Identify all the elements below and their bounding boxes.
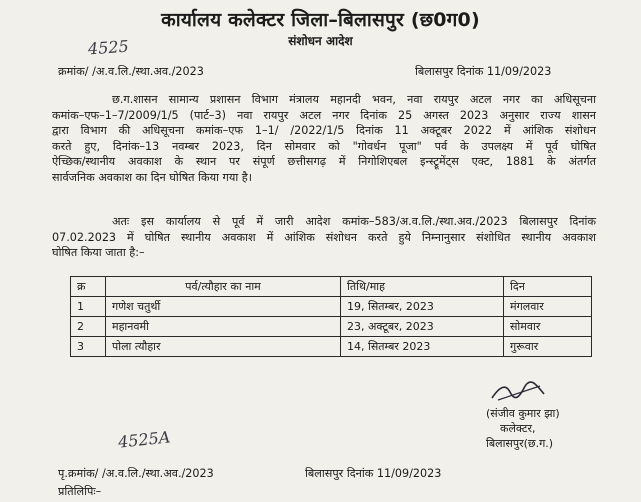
table-cell: गुरूवार xyxy=(504,337,592,357)
para2-line: 07.02.2023 में घोषित स्थानीय अवकाश में आंशिक संशोधन करते हुये निम्नानुसार संशोधित स्थानीय अवकाश xyxy=(52,230,596,244)
column-header-serial: क्र xyxy=(71,277,106,297)
table-cell: पोला त्यौहार xyxy=(106,337,341,357)
column-header-day: दिन xyxy=(504,277,592,297)
copy-to-label: प्रतिलिपिः– xyxy=(58,485,102,498)
holiday-table xyxy=(70,276,592,357)
table-cell: सोमवार xyxy=(504,317,592,337)
signatory-name: (संजीव कुमार झा) xyxy=(486,407,560,420)
table-cell: 14, सितम्बर 2023 xyxy=(341,337,504,357)
table-row xyxy=(71,297,592,317)
para1-line: कमांक–एफ–1–7/2009/1/5 (पार्ट–3) नवा रायपुर अटल नगर दिनांक 25 अगस्त 2023 अनुसार राज्य शासन xyxy=(52,108,596,122)
order-type-heading: संशोधन आदेश xyxy=(288,34,353,48)
column-header-date: तिथि/माह xyxy=(341,277,504,297)
table-row xyxy=(71,317,592,337)
order-place-date: बिलासपुर दिनांक 11/09/2023 xyxy=(415,65,552,78)
table-cell: 19, सितम्बर, 2023 xyxy=(341,297,504,317)
handwritten-order-number: 4525 xyxy=(87,36,130,59)
table-row xyxy=(71,337,592,357)
office-title: कार्यालय कलेक्टर जिला–बिलासपुर (छ0ग0) xyxy=(161,9,480,31)
column-header-festival: पर्व/त्यौहार का नाम xyxy=(106,277,341,297)
para2-line: घोषित किया जाता है:– xyxy=(52,246,145,260)
para2-line: अतः इस कार्यालय से पूर्व में जारी आदेश कमांक–583/अ.व.लि./स्था.अव./2023 बिलासपुर दिनांक xyxy=(112,215,596,228)
signature-mark xyxy=(488,380,548,404)
table-header-row xyxy=(71,277,592,297)
body-paragraph-2 xyxy=(52,214,596,261)
order-reference-number: क्रमांक/ /अ.व.लि./स्था.अव./2023 xyxy=(58,65,204,78)
table-cell: महानवमी xyxy=(106,317,341,337)
para1-line: सार्वजनिक अवकाश का दिन घोषित किया गया है। xyxy=(52,170,252,184)
signatory-place: बिलासपुर(छ.ग.) xyxy=(486,437,554,450)
table-cell: 2 xyxy=(71,317,106,337)
para1-line: द्वारा विभाग की अधिसूचना कमांक–एफ 1–1/ /2022/1/5 दिनांक 11 अक्टूबर 2022 में आंशिक संशोधन xyxy=(52,124,596,138)
body-paragraph-1 xyxy=(52,92,596,186)
signatory-designation: कलेक्टर, xyxy=(500,422,536,435)
table-cell: गणेश चतुर्थी xyxy=(106,297,341,317)
table-cell: 1 xyxy=(71,297,106,317)
table-cell: 3 xyxy=(71,337,106,357)
signatory-block xyxy=(486,406,560,451)
endorsement-place-date: बिलासपुर दिनांक 11/09/2023 xyxy=(305,467,442,480)
table-cell: 23, अक्टूबर, 2023 xyxy=(341,317,504,337)
para1-line: छ.ग.शासन सामान्य प्रशासन विभाग मंत्रालय महानदी भवन, नवा रायपुर अटल नगर का अधिसूचना xyxy=(112,93,596,106)
table-cell: मंगलवार xyxy=(504,297,592,317)
endorsement-reference-number: पृ.क्रमांक/ /अ.व.लि./स्था.अव./2023 xyxy=(58,467,214,480)
handwritten-endorsement-number: 4525A xyxy=(117,427,172,452)
para1-line: करते हुए, दिनांक–13 नवम्बर 2023, दिन सोमवार को "गोवर्धन पूजा" पर्व के उपलक्ष्य में पूर्व घोषित xyxy=(52,139,596,153)
para1-line: ऐच्छिक/स्थानीय अवकाश के स्थान पर संपूर्ण छत्तीसगढ़ में निगोशिएबल इन्स्ट्रूमेंट्स एक्ट, 1881 के अंतर्गत xyxy=(52,155,596,169)
